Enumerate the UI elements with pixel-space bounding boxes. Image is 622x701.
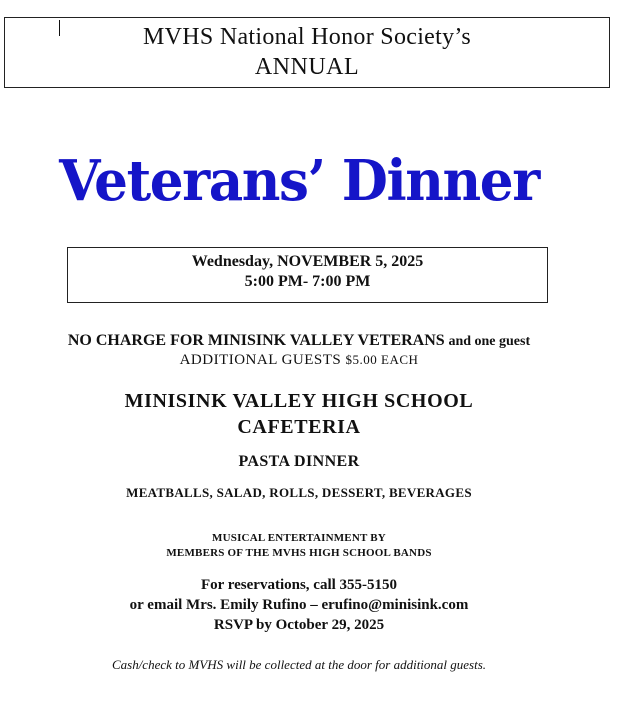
event-date: Wednesday, NOVEMBER 5, 2025 <box>191 253 424 270</box>
dinner-name: PASTA DINNER <box>238 453 360 470</box>
header-subtitle: ANNUAL <box>254 54 360 80</box>
no-charge-line <box>0 332 598 350</box>
no-charge-suffix: and one guest <box>448 334 531 349</box>
rsvp-deadline: RSVP by October 29, 2025 <box>213 617 385 633</box>
event-title: Veterans’ Dinner <box>59 148 539 214</box>
additional-guests-label: ADDITIONAL GUESTS <box>179 352 342 368</box>
location-name: MINISINK VALLEY HIGH SCHOOL <box>124 390 474 412</box>
reservations-email: or email Mrs. Emily Rufino – erufino@minisink.com <box>129 597 469 613</box>
event-time: 5:00 PM- 7:00 PM <box>244 273 371 290</box>
dinner-menu: MEATBALLS, SALAD, ROLLS, DESSERT, BEVERAGES <box>126 485 472 500</box>
payment-note: Cash/check to MVHS will be collected at the door for additional guests. <box>111 657 487 672</box>
entertainment-line1: MUSICAL ENTERTAINMENT BY <box>212 532 386 544</box>
location-room: CAFETERIA <box>237 416 361 438</box>
additional-guests-price: $5.00 EACH <box>345 352 419 367</box>
header-title: MVHS National Honor Society’s <box>142 24 471 50</box>
additional-guests-line <box>0 352 598 369</box>
date-box <box>67 247 548 303</box>
reservations-phone: For reservations, call 355-5150 <box>200 577 398 593</box>
entertainment-line2: MEMBERS OF THE MVHS HIGH SCHOOL BANDS <box>166 547 432 559</box>
header-box <box>4 17 610 88</box>
no-charge-text: NO CHARGE FOR MINISINK VALLEY VETERANS <box>67 332 445 349</box>
